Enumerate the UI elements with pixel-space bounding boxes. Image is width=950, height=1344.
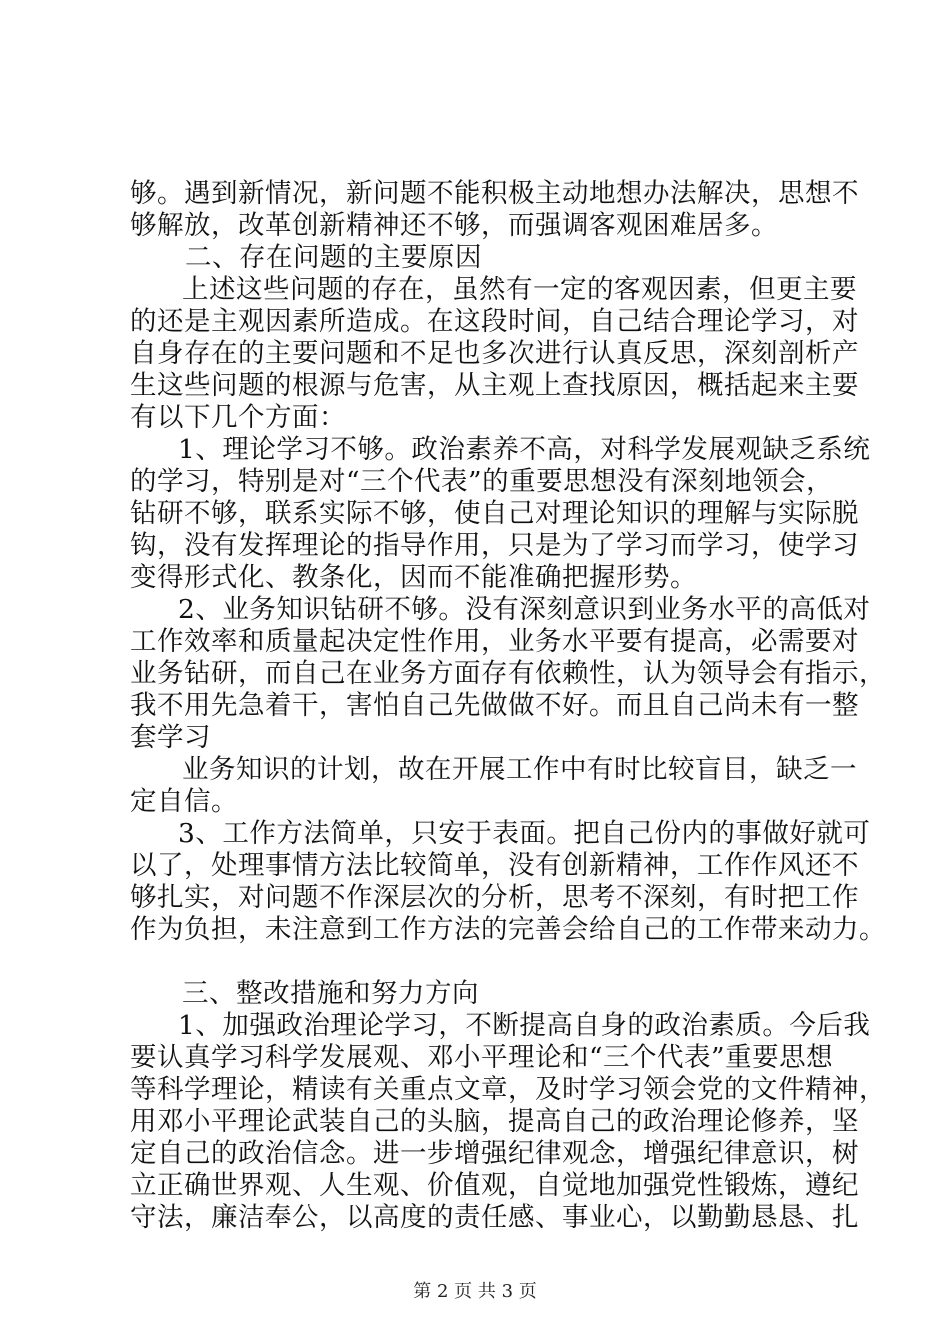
text-line: 自身存在的主要问题和不足也多次进行认真反思，深刻剖析产 [130,338,859,369]
text-line: 的还是主观因素所造成。在这段时间，自己结合理论学习，对 [130,306,859,337]
text-line: 够。遇到新情况，新问题不能积极主动地想办法解决，思想不 [130,178,859,209]
text-line: 用邓小平理论武装自己的头脑，提高自己的政治理论修养，坚 [130,1106,859,1137]
text-line: 1、理论学习不够。政治素养不高，对科学发展观缺乏系统 [178,434,871,465]
text-line: 钩，没有发挥理论的指导作用，只是为了学习而学习，使学习 [130,530,859,561]
text-line: 的学习，特别是对“三个代表”的重要思想没有深刻地领会， [130,466,834,497]
text-line: 1、加强政治理论学习，不断提高自身的政治素质。今后我 [178,1010,871,1041]
text-line: 上述这些问题的存在，虽然有一定的客观因素，但更主要 [182,274,857,305]
text-line: 守法，廉洁奉公，以高度的责任感、事业心，以勤勤恳恳、扎 [130,1202,859,1233]
text-line: 定自信。 [130,786,238,817]
text-line: 有以下几个方面： [130,402,346,433]
text-line: 等科学理论，精读有关重点文章，及时学习领会党的文件精神， [130,1074,886,1105]
text-line: 定自己的政治信念。进一步增强纪律观念，增强纪律意识，树 [130,1138,859,1169]
text-line: 变得形式化、教条化，因而不能准确把握形势。 [130,562,697,593]
text-line: 够扎实，对问题不作深层次的分析，思考不深刻，有时把工作 [130,882,859,913]
text-line: 生这些问题的根源与危害，从主观上查找原因，概括起来主要 [130,370,859,401]
text-line: 作为负担，未注意到工作方法的完善会给自己的工作带来动力。 [130,914,886,945]
text-line: 工作效率和质量起决定性作用，业务水平要有提高，必需要对 [130,626,859,657]
text-line: 要认真学习科学发展观、邓小平理论和“三个代表”重要思想 [130,1042,834,1073]
text-line: 以了，处理事情方法比较简单，没有创新精神，工作作风还不 [130,850,859,881]
text-line: 套学习 [130,722,211,753]
text-line: 够解放，改革创新精神还不够，而强调客观困难居多。 [130,210,778,241]
text-line: 业务知识的计划，故在开展工作中有时比较盲目，缺乏一 [182,754,857,785]
text-line: 业务钻研，而自己在业务方面存有依赖性，认为领导会有指示， [130,658,886,689]
section-heading: 二、存在问题的主要原因 [185,242,482,273]
text-line: 立正确世界观、人生观、价值观，自觉地加强党性锻炼，遵纪 [130,1170,859,1201]
text-line: 2、业务知识钻研不够。没有深刻意识到业务水平的高低对 [178,594,871,625]
section-heading: 三、整改措施和努力方向 [182,978,479,1009]
text-line: 钻研不够，联系实际不够，使自己对理论知识的理解与实际脱 [130,498,859,529]
text-line: 我不用先急着干，害怕自己先做做不好。而且自己尚未有一整 [130,690,859,721]
page-footer: 第 2 页 共 3 页 [413,1281,537,1302]
text-line: 3、工作方法简单，只安于表面。把自己份内的事做好就可 [178,818,871,849]
